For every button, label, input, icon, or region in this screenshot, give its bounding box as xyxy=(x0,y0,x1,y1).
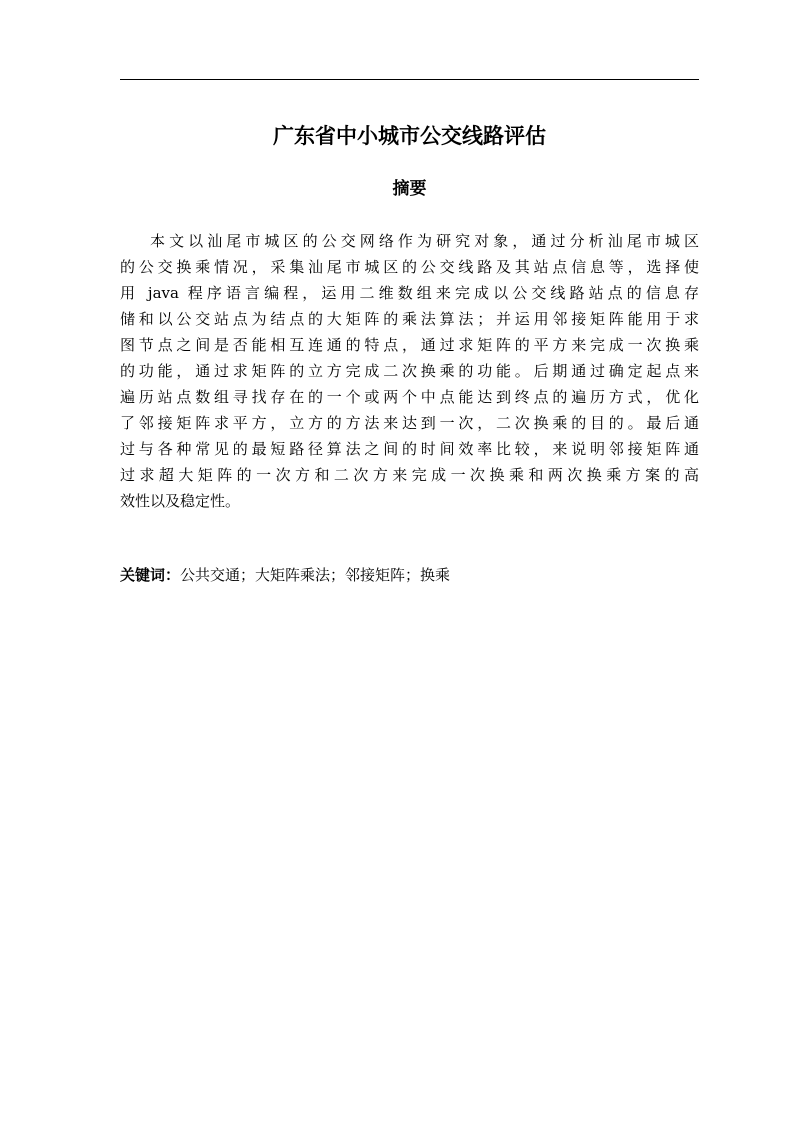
abstract-line: 用 java 程序语言编程，运用二维数组来完成以公交线路站点的信息存 xyxy=(120,284,699,302)
keywords-label: 关键词： xyxy=(120,566,181,584)
abstract-line: 过与各种常见的最短路径算法之间的时间效率比较，来说明邻接矩阵通 xyxy=(120,440,699,458)
keywords-line xyxy=(120,562,699,588)
abstract-line: 的公交换乘情况，采集汕尾市城区的公交线路及其站点信息等，选择使 xyxy=(120,258,699,276)
abstract-line: 效性以及稳定性。 xyxy=(120,492,241,510)
abstract-line: 图节点之间是否能相互连通的特点，通过求矩阵的平方来完成一次换乘 xyxy=(120,336,699,354)
abstract-line: 的功能，通过求矩阵的立方完成二次换乘的功能。后期通过确定起点来 xyxy=(120,362,699,380)
abstract-line: 储和以公交站点为结点的大矩阵的乘法算法；并运用邻接矩阵能用于求 xyxy=(120,310,699,328)
abstract-line: 本文以汕尾市城区的公交网络作为研究对象，通过分析汕尾市城区 xyxy=(150,232,699,250)
abstract-heading: 摘要 xyxy=(392,179,427,199)
abstract-line: 遍历站点数组寻找存在的一个或两个中点能达到终点的遍历方式，优化 xyxy=(120,388,699,406)
abstract-line: 了邻接矩阵求平方，立方的方法来达到一次，二次换乘的目的。最后通 xyxy=(120,414,699,432)
document-title: 广东省中小城市公交线路评估 xyxy=(273,124,546,148)
abstract-line: 过求超大矩阵的一次方和二次方来完成一次换乘和两次换乘方案的高 xyxy=(120,466,699,484)
header-rule xyxy=(120,79,699,80)
keywords-value: 公共交通；大矩阵乘法；邻接矩阵；换乘 xyxy=(180,566,451,584)
abstract-body xyxy=(120,228,699,514)
